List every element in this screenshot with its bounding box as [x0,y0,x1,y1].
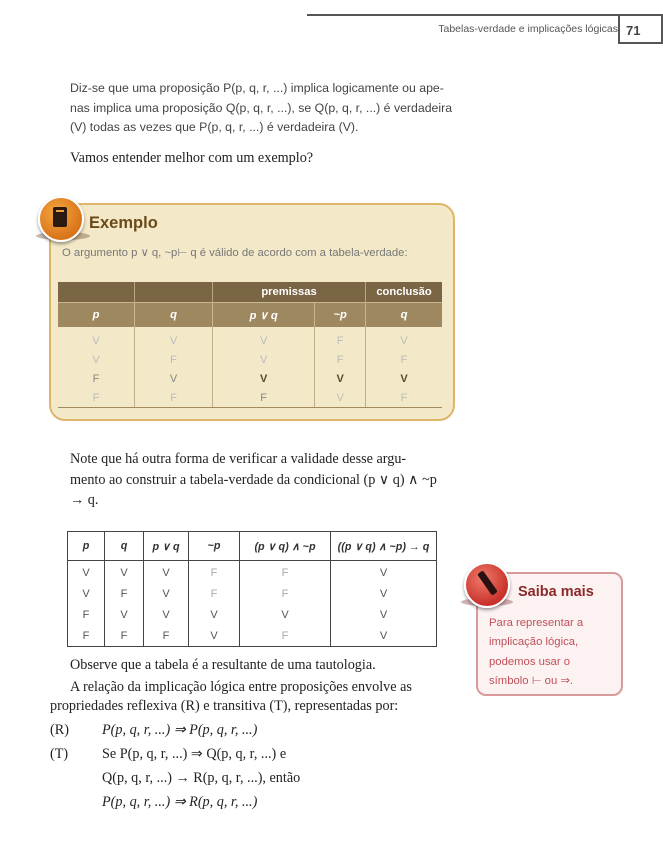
relation-line: propriedades reflexiva (R) e transitiva (T), representadas por: [50,698,399,714]
intro-paragraph [70,79,458,138]
table-cell: V [240,604,331,625]
saiba-mais-text [489,614,614,691]
table-cell: F [315,350,366,369]
group-header [135,282,213,303]
page-number: 71 [620,14,663,44]
column-header: p ∨ q [144,532,189,561]
group-header-conclusao: conclusão [366,282,443,303]
column-header: q [135,303,213,328]
intro-line: nas implica uma proposição Q(p, q, r, ...), se Q(p, q, r, ...) é verdadeira [70,100,453,115]
table-cell: V [135,369,213,388]
table-cell: F [366,388,443,408]
table-cell: F [68,604,105,625]
table-cell: F [240,561,331,584]
property-t-formula: Se P(p, q, r, ...) ⇒ Q(p, q, r, ...) e [102,746,287,762]
table-cell: V [92,353,100,366]
table-cell: F [58,388,135,408]
running-title: Tabelas-verdade e implicações lógicas [438,23,618,35]
table-row [68,625,437,647]
conditional-truth-table [67,531,437,647]
table-cell: F [68,625,105,647]
intro-line: Diz-se que uma proposição P(p, q, r, ...) implica logicamente ou ape- [70,81,444,95]
table-cell: F [105,625,144,647]
table-cell: F [189,583,240,604]
table-cell: F [105,583,144,604]
table-cell: V [144,583,189,604]
table-cell: F [144,625,189,647]
table-cell: F [92,372,100,385]
saiba-mais-line: símbolo ⊢ ou ⇒. [489,674,573,687]
note-line: mento ao construir a tabela-verdade da condicional (p ∨ q) ∧ ~p [70,471,437,488]
example-title: Exemplo [89,214,158,232]
tautology-sentence: Observe que a tabela é a resultante de uma tautologia. [70,657,376,673]
group-header [58,282,135,303]
table-cell: V [144,604,189,625]
header-rule [307,14,620,16]
table-cell: F [135,350,213,369]
table-cell: V [189,625,240,647]
example-truth-table [58,282,442,408]
property-t-formula: Q(p, q, r, ...) → R(p, q, r, ...), então [102,770,301,786]
table-cell: V [213,327,315,350]
notebook-icon [38,196,84,242]
column-header: p [58,303,135,328]
table-cell: V [105,604,144,625]
pencil-icon [464,562,510,608]
table-cell: V [315,388,366,408]
relation-line: A relação da implicação lógica entre proposições envolve as [70,679,412,695]
column-header: ((p ∨ q) ∧ ~p) → q [331,532,437,561]
table-row [58,327,442,350]
table-cell: V [135,327,213,350]
table-cell: V [366,327,443,350]
table-cell: V [144,561,189,584]
table-cell: V [315,369,366,388]
note-line: → q. [70,492,99,508]
table-cell: V [68,583,105,604]
table-cell: V [105,561,144,584]
table-cell: V [213,369,315,388]
table-cell: F [315,327,366,350]
saiba-mais-title: Saiba mais [518,584,594,600]
table-cell: V [331,604,437,625]
saiba-mais-line: Para representar a [489,617,584,629]
table-row [58,350,442,369]
table-cell: V [331,561,437,584]
column-header: (p ∨ q) ∧ ~p [240,532,331,561]
table-row [58,388,442,408]
group-header-premissas: premissas [213,282,366,303]
property-t-label: (T) [50,746,69,762]
table-row [68,604,437,625]
table-cell: V [189,604,240,625]
table-cell: F [135,388,213,408]
column-header: q [105,532,144,561]
table-row-highlighted [58,369,442,388]
property-r-formula: P(p, q, r, ...) ⇒ P(p, q, r, ...) [102,722,258,738]
table-cell: F [240,583,331,604]
table-cell: F [213,388,315,408]
table-cell: V [213,350,315,369]
property-t-formula: P(p, q, r, ...) ⇒ R(p, q, r, ...) [102,794,258,810]
column-header: p [68,532,105,561]
saiba-mais-line: implicação lógica, [489,636,579,649]
column-header: q [366,303,443,328]
note-paragraph [70,449,456,511]
table-row [68,561,437,584]
table-cell: F [366,350,443,369]
table-row [68,583,437,604]
table-cell: V [366,369,443,388]
property-r-label: (R) [50,722,69,738]
column-header: ~p [315,303,366,328]
table-cell: F [189,561,240,584]
note-line: Note que há outra forma de verificar a validade desse argu- [70,451,407,467]
column-header: p ∨ q [213,303,315,328]
table-cell: V [331,583,437,604]
example-question: Vamos entender melhor com um exemplo? [70,150,314,166]
column-header: ~p [189,532,240,561]
table-cell: V [68,561,105,584]
table-cell: V [92,334,100,347]
table-cell: F [240,625,331,647]
table-cell: V [331,625,437,647]
saiba-mais-line: podemos usar o [489,655,571,668]
example-intro: O argumento p ∨ q, ~p⊢ q é válido de acordo com a tabela-verdade: [62,247,408,259]
intro-line: (V) todas as vezes que P(p, q, r, ...) é verdadeira (V). [70,120,359,134]
